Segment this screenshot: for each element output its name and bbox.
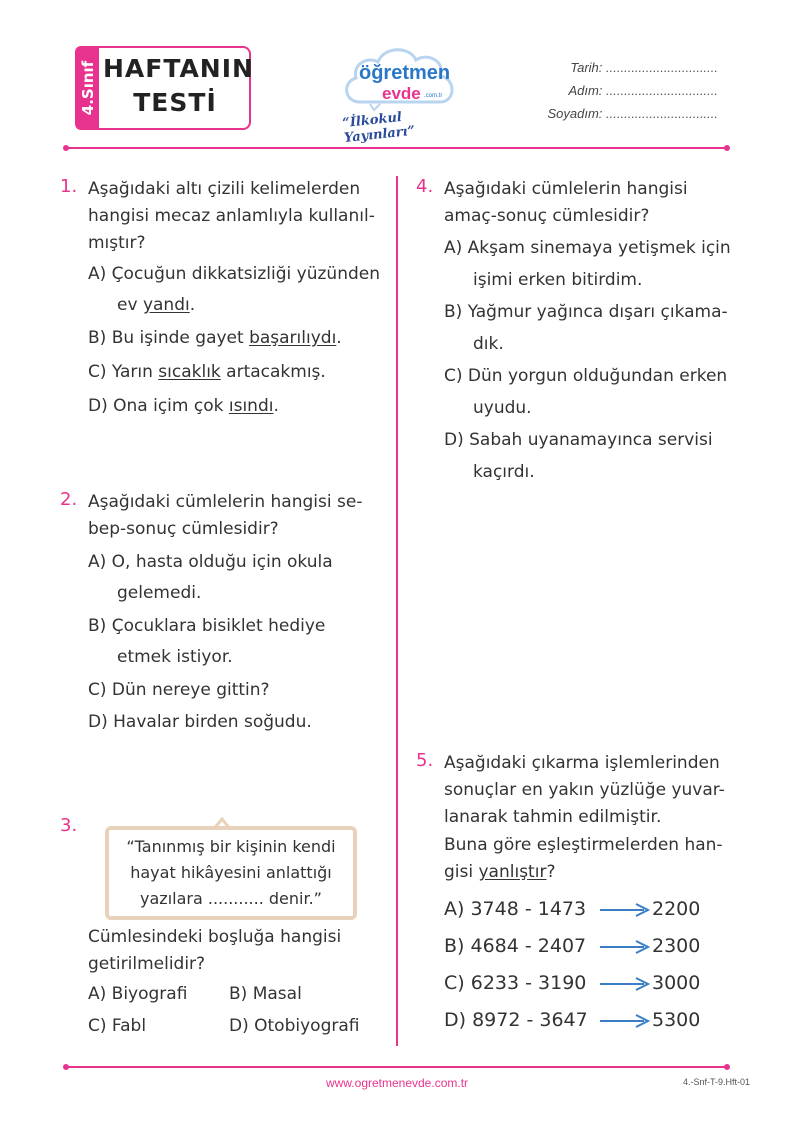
question-4-text	[444, 176, 744, 230]
question-line: Aşağıdaki cümlelerin hangisi se-	[88, 492, 363, 512]
name-blank: ...............................	[606, 83, 718, 98]
option-text: Dün nereye gittin?	[111, 680, 270, 700]
subtraction-expression: 6233 - 3190	[470, 972, 587, 994]
logo-domain: .com.tr	[424, 93, 443, 99]
option-text: Havalar birden soğudu.	[113, 712, 312, 732]
option-text: Biyografi	[111, 984, 188, 1004]
arrow-right-icon	[598, 940, 650, 954]
question-line: sonuçlar en yakın yüzlüğe yuvar-	[444, 780, 725, 800]
question-3-number: 3.	[60, 815, 78, 836]
question-number: 1.	[60, 176, 78, 197]
underlined-word: yanlıştır	[478, 862, 547, 882]
option-letter: B)	[229, 984, 248, 1004]
underlined-word: sıcaklık	[158, 362, 221, 382]
option-letter: A)	[88, 552, 107, 572]
quote-line: hayat hikâyesini anlattığı	[130, 863, 332, 882]
q5-option-c-result: 3000	[652, 972, 701, 994]
surname-blank: ...............................	[606, 106, 718, 121]
question-line: Aşağıdaki çıkarma işlemlerinden	[444, 753, 720, 773]
question-line: amaç-sonuç cümlesidir?	[444, 206, 650, 226]
date-blank: ...............................	[606, 60, 718, 75]
quote-line: yazılara ........... denir.”	[140, 889, 322, 908]
option-text: Masal	[252, 984, 302, 1004]
q3-option-d[interactable]	[229, 1016, 359, 1036]
option-text: Ona içim çok	[113, 396, 229, 416]
option-text: Çocuklara bisiklet hediye	[111, 616, 326, 636]
option-text: O, hasta olduğu için okula	[111, 552, 333, 572]
question-line: Cümlesindeki boşluğa hangisi	[88, 927, 342, 947]
q4-option-a-line2[interactable]: işimi erken bitirdim.	[473, 270, 643, 290]
q5-option-a[interactable]	[444, 898, 586, 920]
question-1-text	[88, 176, 388, 257]
option-letter: B)	[444, 302, 463, 322]
option-text: Otobiyografi	[254, 1016, 360, 1036]
q2-option-a[interactable]	[88, 552, 333, 572]
option-text: .	[273, 396, 279, 416]
q5-option-d-result: 5300	[652, 1009, 701, 1031]
option-text: Fabl	[111, 1016, 147, 1036]
logo-ribbon: “İlkokul Yayınları”	[341, 109, 416, 147]
q2-option-a-line2[interactable]: gelemedi.	[117, 583, 202, 603]
q3-option-b[interactable]	[229, 984, 302, 1004]
q3-option-a[interactable]	[88, 984, 187, 1004]
date-label: Tarih:	[570, 60, 603, 75]
question-line: mıştır?	[88, 233, 146, 253]
q2-option-d[interactable]	[88, 712, 312, 732]
option-letter: C)	[444, 972, 465, 994]
option-text: .	[189, 295, 196, 315]
question-line: hangisi mecaz anlamlıyla kullanıl-	[88, 206, 375, 226]
q1-option-a[interactable]	[88, 264, 380, 284]
title-line1: HAFTANIN	[103, 54, 254, 83]
question-5-prompt	[444, 832, 744, 886]
quote-box	[105, 826, 357, 920]
q4-option-c-line2[interactable]: uyudu.	[473, 398, 532, 418]
q1-option-c[interactable]	[88, 362, 326, 382]
underlined-word: ısındı	[228, 396, 274, 416]
arrow-right-icon	[598, 903, 650, 917]
question-5-text	[444, 750, 744, 831]
prompt-text: gisi	[444, 862, 479, 882]
option-text: ev	[117, 295, 143, 315]
option-text: Dün yorgun olduğundan erken	[467, 366, 728, 386]
question-line: bep-sonuç cümlesidir?	[88, 519, 279, 539]
q2-option-b-line2[interactable]: etmek istiyor.	[117, 647, 233, 667]
q5-option-b[interactable]	[444, 935, 586, 957]
title-line2: TESTİ	[133, 88, 217, 117]
top-separator	[66, 147, 726, 149]
q1-option-b[interactable]	[88, 328, 342, 348]
option-letter: B)	[88, 328, 107, 348]
q4-option-b-line2[interactable]: dık.	[473, 334, 504, 354]
date-field[interactable]	[570, 60, 718, 75]
logo-text-evde: evde	[382, 84, 421, 103]
option-letter: A)	[88, 984, 107, 1004]
question-line: Buna göre eşleştirmelerden han-	[444, 835, 723, 855]
option-letter: A)	[88, 264, 107, 284]
q3-option-c[interactable]	[88, 1016, 146, 1036]
option-letter: D)	[88, 396, 108, 416]
option-letter: A)	[444, 238, 463, 258]
q2-option-c[interactable]	[88, 680, 270, 700]
question-line: getirilmelidir?	[88, 954, 206, 974]
option-letter: C)	[88, 680, 107, 700]
option-text: Yağmur yağınca dışarı çıkama-	[467, 302, 728, 322]
question-number: 2.	[60, 489, 78, 510]
grade-label: 4.Sınıf	[79, 60, 97, 116]
question-line: Aşağıdaki cümlelerin hangisi	[444, 179, 688, 199]
question-line: lanarak tahmin edilmiştir.	[444, 807, 662, 827]
option-letter: C)	[88, 1016, 107, 1036]
option-letter: D)	[444, 430, 464, 450]
option-letter: D)	[88, 712, 108, 732]
option-letter: B)	[444, 935, 465, 957]
title-box	[75, 46, 255, 130]
option-text: Sabah uyanamayınca servisi	[469, 430, 713, 450]
quote-text	[109, 834, 353, 912]
name-label: Adım:	[568, 83, 603, 98]
q4-option-b[interactable]	[444, 302, 728, 322]
subtraction-expression: 8972 - 3647	[472, 1009, 588, 1031]
q1-option-d[interactable]	[88, 396, 279, 416]
option-letter: B)	[88, 616, 107, 636]
underlined-word: yandı	[142, 295, 190, 315]
option-text: Bu işinde gayet	[111, 328, 250, 348]
separator-dot-right	[724, 145, 730, 151]
option-letter: C)	[88, 362, 107, 382]
subtraction-expression: 3748 - 1473	[470, 898, 587, 920]
arrow-right-icon	[598, 1014, 650, 1028]
question-number: 4.	[416, 176, 434, 197]
prompt-text: ?	[546, 862, 556, 882]
bottom-separator	[66, 1066, 726, 1068]
q4-option-d[interactable]	[444, 430, 713, 450]
underlined-word: başarılıydı	[249, 328, 337, 348]
surname-label: Soyadım:	[547, 106, 603, 121]
q5-option-d[interactable]	[444, 1009, 588, 1031]
option-text: .	[336, 328, 342, 348]
question-line: Aşağıdaki altı çizili kelimelerden	[88, 179, 361, 199]
footer-website-link[interactable]: www.ogretmenevde.com.tr	[325, 1076, 469, 1090]
column-divider	[396, 176, 398, 1046]
option-text: Çocuğun dikkatsizliği yüzünden	[111, 264, 380, 284]
question-number: 5.	[416, 750, 434, 771]
option-text: Akşam sinemaya yetişmek için	[467, 238, 731, 258]
option-letter: D)	[229, 1016, 249, 1036]
q5-option-c[interactable]	[444, 972, 586, 994]
separator-dot-right	[724, 1064, 730, 1070]
q4-option-c[interactable]	[444, 366, 727, 386]
question-3-text	[88, 924, 388, 978]
arrow-right-icon	[598, 977, 650, 991]
option-text: Yarın	[111, 362, 159, 382]
option-text: artacakmış.	[220, 362, 326, 382]
question-2-text	[88, 489, 388, 543]
quote-line: “Tanınmış bir kişinin kendi	[126, 837, 336, 856]
q1-option-a-line2[interactable]	[117, 295, 195, 315]
q4-option-a[interactable]	[444, 238, 731, 258]
q2-option-b[interactable]	[88, 616, 325, 636]
q4-option-d-line2[interactable]: kaçırdı.	[473, 462, 535, 482]
subtraction-expression: 4684 - 2407	[470, 935, 587, 957]
name-field[interactable]	[568, 83, 718, 98]
publisher-logo	[340, 40, 460, 147]
q5-option-a-result: 2200	[652, 898, 701, 920]
option-letter: C)	[444, 366, 463, 386]
surname-field[interactable]	[547, 106, 718, 121]
document-code: 4.-Snf-T-9.Hft-01	[682, 1077, 750, 1087]
q5-option-b-result: 2300	[652, 935, 701, 957]
option-letter: A)	[444, 898, 465, 920]
option-letter: D)	[444, 1009, 467, 1031]
question-line	[444, 859, 744, 886]
logo-text-ogretmen: öğretmen	[359, 62, 451, 84]
